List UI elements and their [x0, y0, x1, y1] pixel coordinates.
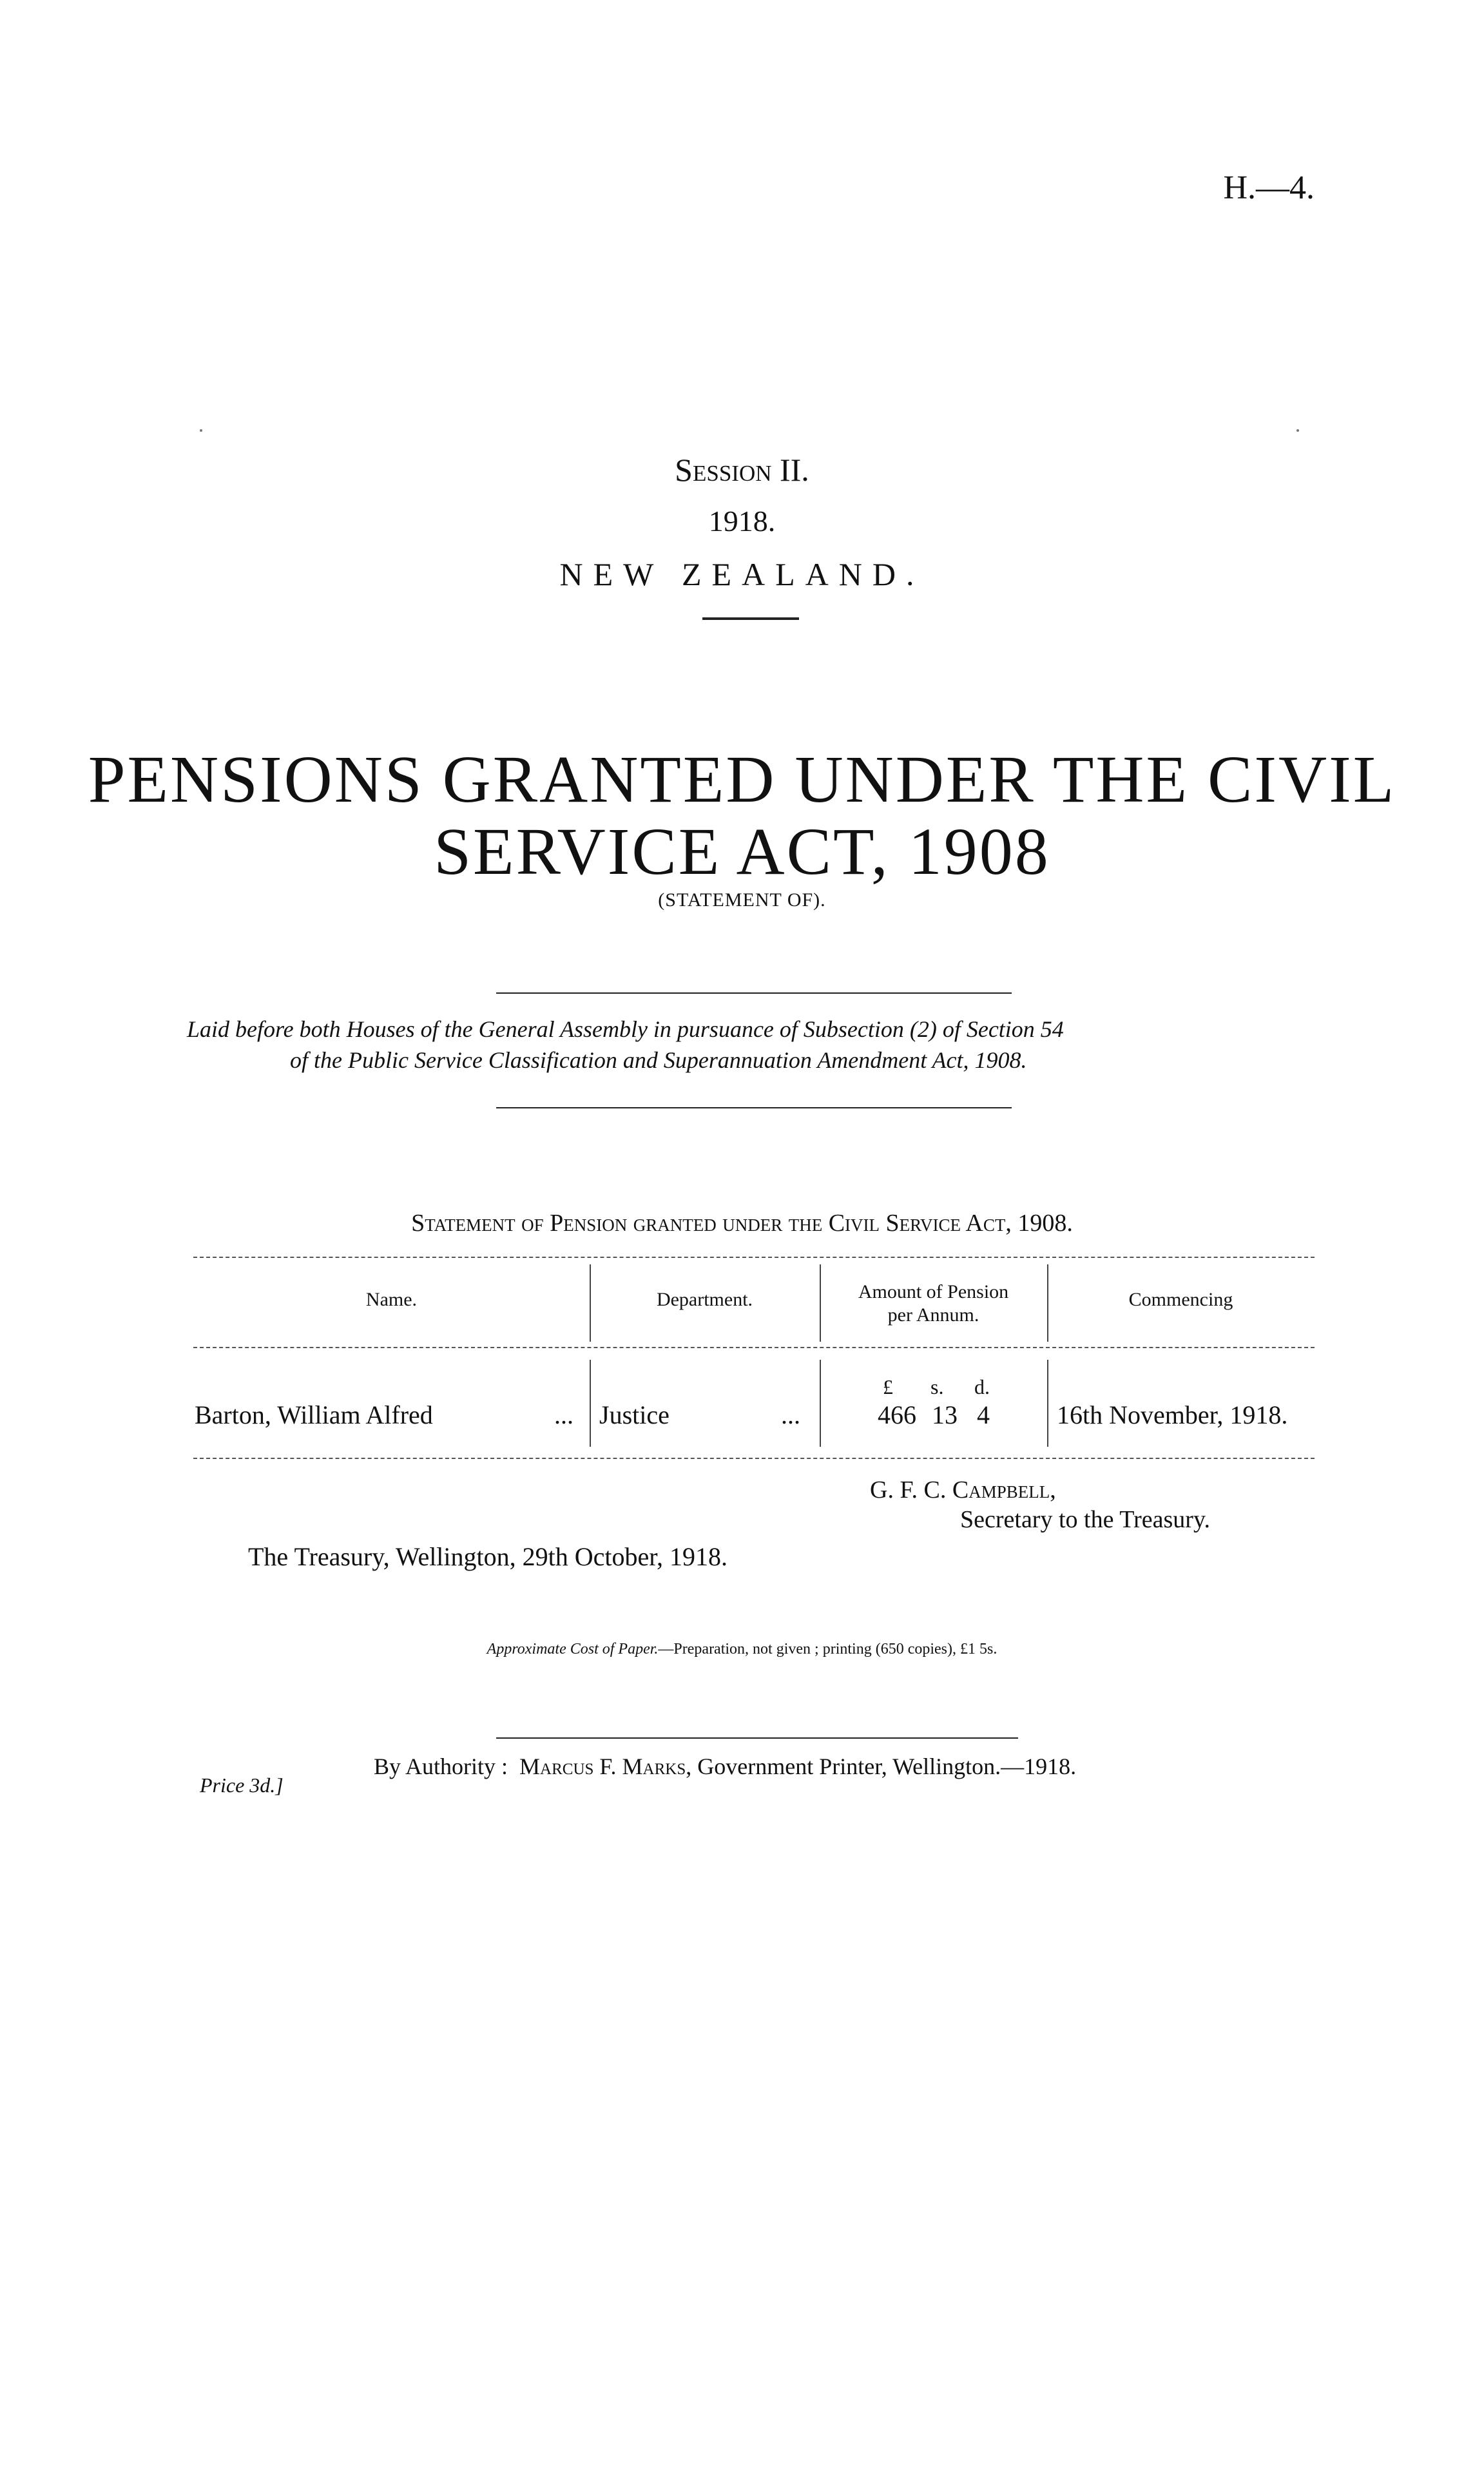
- statement-title: Statement of Pension granted under the Civil Service Act, 1908.: [411, 1210, 1073, 1237]
- specks: [1296, 429, 1299, 432]
- cost-note: [0, 1641, 1484, 1658]
- row-name: Barton, William Alfred: [195, 1400, 433, 1429]
- divider-rule: [702, 617, 799, 620]
- cost-note-text: —Preparation, not given ; printing (650 copies), £1 5s.: [658, 1641, 997, 1657]
- column-divider: [820, 1264, 821, 1342]
- table-header-rule: [193, 1347, 1315, 1348]
- divider-rule: [496, 992, 1012, 994]
- document-subtitle: (STATEMENT OF).: [658, 889, 826, 911]
- paper-reference: H.—4.: [1223, 169, 1315, 206]
- laid-before-line1: Laid before both Houses of the General Assembly in pursuance of Subsection (2) of Section 54: [187, 1016, 1064, 1042]
- divider-rule: [496, 1737, 1018, 1739]
- printer-name: Marcus F. Marks: [519, 1754, 686, 1779]
- column-header-amount-line1: Amount of Pension: [858, 1281, 1009, 1302]
- specks: [200, 429, 202, 432]
- authority-suffix: , Government Printer, Wellington.—1918.: [686, 1754, 1077, 1779]
- column-header-name: Name.: [365, 1289, 418, 1310]
- price-note: Price 3d.]: [200, 1773, 284, 1797]
- laid-before-line2: of the Public Service Classification and Superannuation Amendment Act, 1908.: [290, 1047, 1027, 1073]
- signatory-title: Secretary to the Treasury.: [960, 1506, 1210, 1533]
- row-amount-pounds: 466: [878, 1400, 916, 1429]
- column-divider: [590, 1360, 591, 1447]
- place-and-date: The Treasury, Wellington, 29th October, 1918.: [248, 1542, 728, 1571]
- session-year: 1918.: [708, 505, 776, 537]
- document-title-line2: SERVICE ACT, 1908: [434, 815, 1050, 889]
- column-header-department: Department.: [656, 1289, 753, 1310]
- row-amount-pence: 4: [977, 1400, 990, 1429]
- column-divider: [820, 1360, 821, 1447]
- cost-note-label: Approximate Cost of Paper.: [487, 1641, 659, 1657]
- printer-authority: [374, 1753, 1076, 1780]
- table-bottom-rule: [193, 1458, 1315, 1459]
- row-department-leader: ...: [781, 1400, 800, 1429]
- row-amount-shillings: 13: [932, 1400, 958, 1429]
- column-header-amount-line2: per Annum.: [887, 1304, 979, 1326]
- authority-prefix: By Authority :: [374, 1754, 508, 1779]
- session-label: Session II.: [675, 452, 809, 488]
- row-commencing: 16th November, 1918.: [1057, 1400, 1288, 1429]
- currency-pence-label: d.: [974, 1375, 990, 1398]
- currency-pounds-label: £: [883, 1375, 893, 1398]
- signatory-name: G. F. C. Campbell,: [870, 1476, 1056, 1503]
- row-department: Justice: [599, 1400, 670, 1429]
- table-top-rule: [193, 1257, 1315, 1258]
- currency-shillings-label: s.: [930, 1375, 944, 1398]
- column-header-commencing: Commencing: [1128, 1289, 1233, 1310]
- document-title-line1: PENSIONS GRANTED UNDER THE CIVIL: [88, 742, 1396, 817]
- country-name: NEW ZEALAND.: [559, 556, 925, 592]
- row-name-leader: ...: [554, 1400, 573, 1429]
- divider-rule: [496, 1107, 1012, 1108]
- column-divider: [1047, 1360, 1048, 1447]
